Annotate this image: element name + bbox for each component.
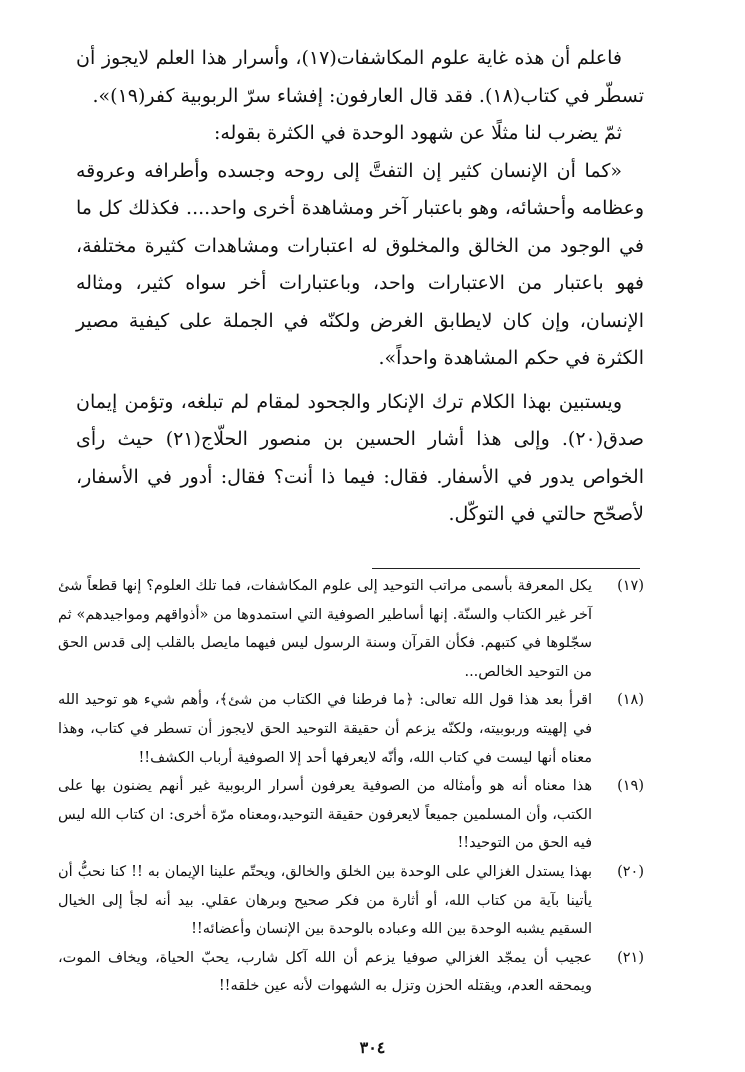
- main-text: [76, 40, 644, 534]
- footnote: [58, 772, 644, 858]
- footnote: [58, 944, 644, 1001]
- footnote: [58, 686, 644, 772]
- footnote-text: عجيب أن يمجّد الغزالي صوفيا يزعم أن الله آكل شارب، يحبّ الحياة، ويخاف الموت، ويمحقه العدم، ويقتله الحزن وتزل به الشهوات لأنه عين خلقه!!: [58, 949, 592, 995]
- footnote-number: (٢١): [617, 949, 644, 966]
- footnote-number: (١٧): [617, 578, 644, 594]
- paragraph: ثمّ يضرب لنا مثلًا عن شهود الوحدة في الكثرة بقوله:: [213, 122, 622, 144]
- paragraph: «كما أن الإنسان كثير إن التفتَّ إلى روحه وجسده وأطرافه وعروقه وعظامه وأحشائه، وهو باعتبار آخر ومشاهدة أخرى واحد.... فكذلك كل ما في الوجود من الخالق والمخلوق له اعتبارات ومشاهدات كثيرة مختلفة، فهو باعتبار من الاعتبارات واحد، وباعتبارات أخر سواه كثير، ومثاله الإنسان، وإن كان لايطابق الغرض ولكنّه في الجملة على كيفية مصير الكثرة في حكم المشاهدة واحداً».: [76, 159, 644, 369]
- footnote: [58, 858, 644, 944]
- page-number: ٣٠٤: [359, 1038, 386, 1057]
- paragraph: ويستبين بهذا الكلام ترك الإنكار والجحود لمقام لم تبلغه، وتؤمن إيمان صدق(٢٠). وإلى هذا أشار الحسين بن منصور الحلّاج(٢١) حيث رأى الخواص يدور في الأسفار. فقال: فيما ذا أنت؟ فقال: أدور في الأسفار، لأصحّح حالتي في التوكّل.: [76, 390, 645, 525]
- footnote: [58, 572, 644, 686]
- footnote-text: بهذا يستدل الغزالي على الوحدة بين الخلق والخالق، ويحتّم علينا الإيمان به !! كنا نحبُّ أن يأتينا بآية من كتاب الله، أو أثارة من فكر صحيح وبرهان عقلي. بيد أنه لجأ إلى الخيال السقيم يشبه الوحدة بين الله وعباده بالوحدة بين الإنسان وأعضائه!!: [58, 863, 592, 938]
- footnote-separator: [372, 568, 640, 569]
- footnote-text: يكل المعرفة بأسمى مراتب التوحيد إلى علوم المكاشفات، فما تلك العلوم؟ إنها قطعاً شئ آخر غير الكتاب والسنّة. إنها أساطير الصوفية التي استمدوها من «أذواقهم ومواجيدهم» ثم سجّلوها في كتبهم. فكأن القرآن وسنة الرسول ليس فيهما مايصل بالقلب إلى قدس الحق من التوحيد الخالص...: [58, 578, 592, 680]
- footnote-text: هذا معناه أنه هو وأمثاله من الصوفية يعرفون أسرار الربوبية غير أنهم يضنون بها على الكتب، وأن المسلمين جميعاً لايعرفون حقيقة التوحيد،ومعناه مرّة أخرى: ان كتاب الله ليس فيه الحق من التوحيد!!: [58, 778, 592, 852]
- footnote-text: اقرأ بعد هذا قول الله تعالى: ﴿ما فرطنا في الكتاب من شئ﴾، وأهم شيء هو توحيد الله في إلهيته وربوبيته، ولكنّه يزعم أن حقيقة التوحيد الحق لايجوز أن تسطر في كتاب، وهذا معناه أنها ليست في كتاب الله، وأنّه لايعرفها أحد إلا الصوفية أرباب الكشف!!: [58, 692, 592, 766]
- footnote-number: (١٩): [617, 778, 644, 795]
- footnote-number: (٢٠): [617, 863, 644, 880]
- footnote-number: (١٨): [617, 692, 644, 709]
- paragraph: فاعلم أن هذه غاية علوم المكاشفات(١٧)، وأسرار هذا العلم لايجوز أن تسطّر في كتاب(١٨). فقد قال العارفون: إفشاء سرّ الربوبية كفر(١٩)».: [76, 47, 644, 107]
- footnotes: [58, 572, 644, 1001]
